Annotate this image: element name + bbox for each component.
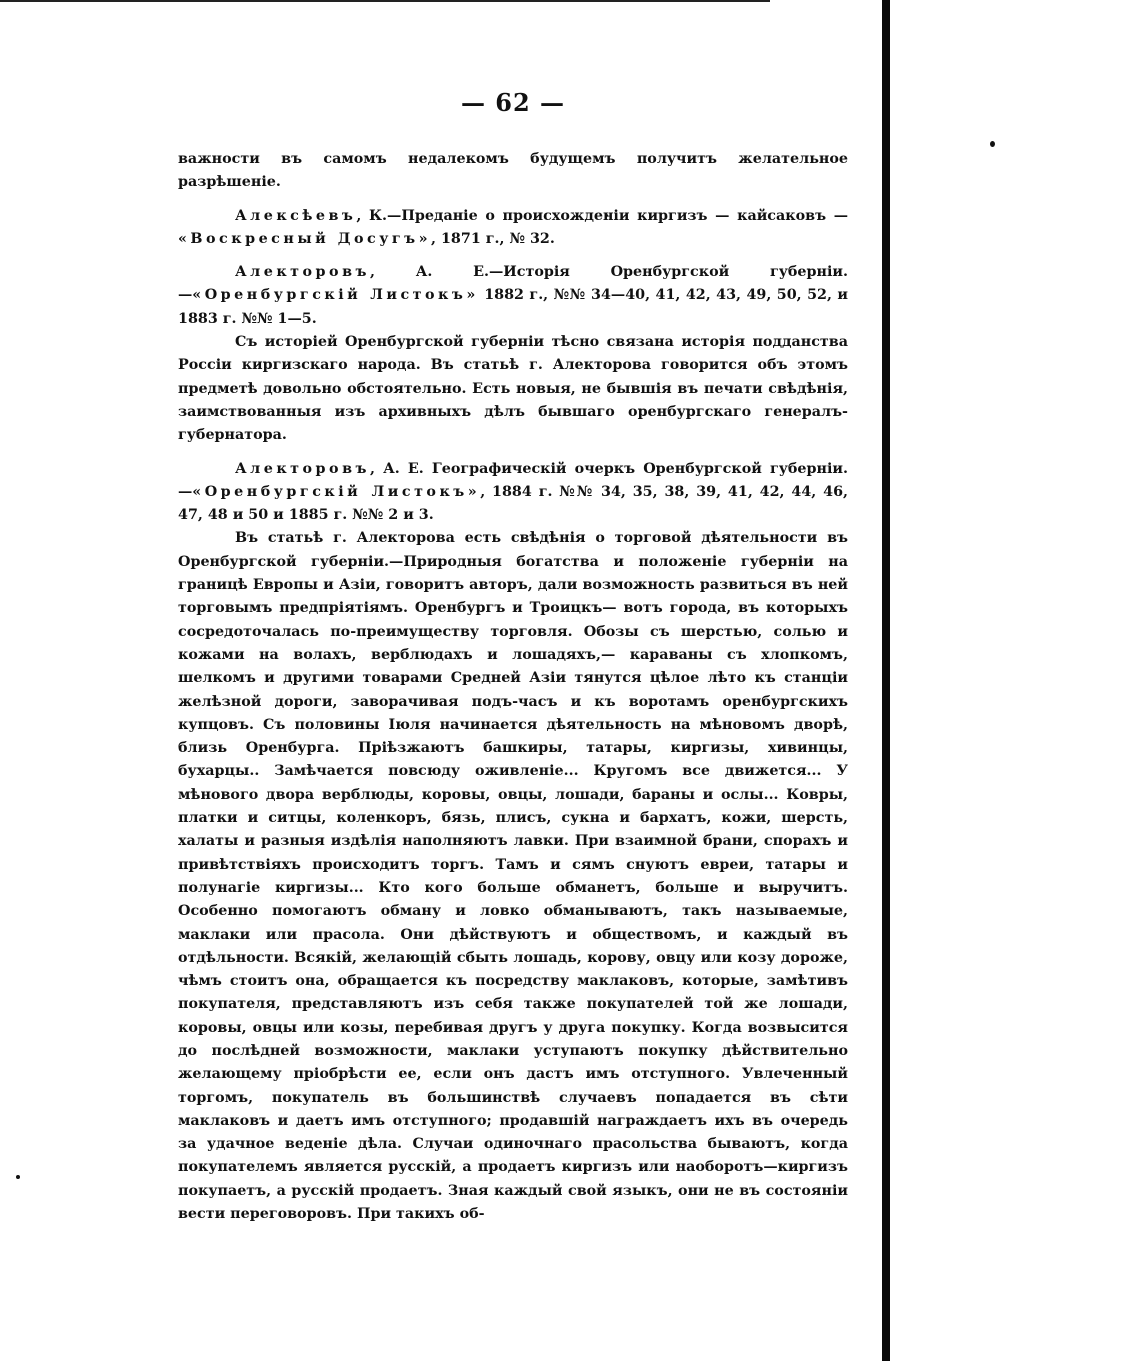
entry-issue: 1882 г., №№ 34—40, 41, 42, 43, 49, 50, 52, и 1883 г. №№ 1—5. <box>178 287 848 327</box>
page-number: — 62 — <box>460 88 566 117</box>
entry-title: , А. Е.—Исторія Оренбургской губерніи. — <box>178 264 848 304</box>
entry-heading <box>178 205 848 252</box>
scan-speck <box>16 1175 20 1179</box>
entry-source: «Воскресный Досугъ» <box>178 230 432 247</box>
scan-speck <box>990 141 995 147</box>
document-body <box>178 148 848 1226</box>
bibliography-entry <box>178 205 848 252</box>
entry-source: «Оренбургскій Листокъ» <box>192 483 481 500</box>
scan-binding-edge <box>882 0 890 1361</box>
entry-author: Алекторовъ <box>235 264 370 281</box>
top-edge-rule <box>0 0 770 2</box>
entry-title: , К.—Преданіе о происхожденіи киргизъ — кайсаковъ — <box>356 207 848 224</box>
entry-issue: , 1884 г. №№ 34, 35, 38, 39, 41, 42, 44, 46, 47, 48 и 50 и 1885 г. №№ 2 и 3. <box>178 483 849 524</box>
entry-heading <box>178 261 848 331</box>
entry-author: Алексѣевъ <box>235 207 357 224</box>
entry-title: , А. Е. Географическій очеркъ Оренбургской губерніи. — <box>178 460 848 500</box>
bibliography-entry <box>178 261 848 447</box>
entry-issue: , 1871 г., № 32. <box>431 230 555 247</box>
intro-paragraph: важности въ самомъ недалекомъ будущемъ получитъ желательное разрѣшеніе. <box>178 151 848 191</box>
entry-annotation: Съ исторіей Оренбургской губерніи тѣсно связана исторія подданства Россіи киргизскаго народа. Въ статьѣ г. Алекторова говорится объ этомъ предметѣ довольно обстоятельно. Есть новыя, не бывшія въ печати свѣдѣнія, заимствованныя изъ архивныхъ дѣлъ бывшаго оренбургскаго генералъ-губернатора. <box>178 334 848 444</box>
entry-heading <box>178 458 848 528</box>
bibliography-entry <box>178 458 848 1227</box>
entry-author: Алекторовъ <box>235 460 370 477</box>
entry-source: «Оренбургскій Листокъ» <box>192 287 479 304</box>
entry-annotation: Въ статьѣ г. Алекторова есть свѣдѣнія о торговой дѣятельности въ Оренбургской губерніи.—Природныя богатства и положеніе губерніи на границѣ Европы и Азіи, говоритъ авторъ, дали возможность развиться въ ней торговымъ предпріятіямъ. Оренбургъ и Троицкъ— вотъ города, въ которыхъ сосредоточалась по-преимуществу торговля. Обозы съ шерстью, солью и кожами на волахъ, верблюдахъ и лошадяхъ,— караваны съ хлопкомъ, шелкомъ и другими товарами Средней Азіи тянутся цѣлое лѣто къ станціи желѣзной дороги, заворачивая подъ-часъ и къ воротамъ оренбургскихъ купцовъ. Съ половины Іюля начинается дѣятельность на мѣновомъ дворѣ, близь Оренбурга. Пріѣзжаютъ башкиры, татары, киргизы, хивинцы, бухарцы.. Замѣчается повсюду оживленіе... Кругомъ все движется... У мѣнового двора верблюды, коровы, овцы, лошади, бараны и ослы... Ковры, платки и ситцы, коленкоръ, бязь, плисъ, сукна и бархатъ, кожи, шерсть, халаты и разныя издѣлія наполняютъ лавки. При взаимной брани, спорахъ и привѣтствіяхъ происходитъ торгъ. Тамъ и сямъ снуютъ евреи, татары и полунагіе киргизы... Кто кого больше обманетъ, больше и выручитъ. Особенно помогаютъ обману и ловко обманываютъ, такъ называемые, маклаки или прасола. Они дѣйствуютъ и обществомъ, и каждый въ отдѣльности. Всякій, желающій сбыть лошадь, корову, овцу или козу дороже, чѣмъ стоитъ она, обращается къ посредству маклаковъ, которые, замѣтивъ покупателя, представляютъ изъ себя также покупателей той же лошади, коровы, овцы или козы, перебивая другъ у друга покупку. Когда возвысится до послѣдней возможности, маклаки уступаютъ покупку дѣйствительно желающему пріобрѣсти ее, если онъ дастъ имъ отступного. Увлеченный торгомъ, покупатель въ большинствѣ случаевъ попадается въ сѣти маклаковъ и даетъ имъ отступного; продавшій награждаетъ ихъ въ очередь за удачное веденіе дѣла. Случаи одиночнаго прасольства бываютъ, когда покупателемъ является русскій, а продаетъ киргизъ или наоборотъ—киргизъ покупаетъ, а русскій продаетъ. Зная каждый свой языкъ, они не въ состояніи вести переговоровъ. При такихъ об- <box>178 530 848 1223</box>
